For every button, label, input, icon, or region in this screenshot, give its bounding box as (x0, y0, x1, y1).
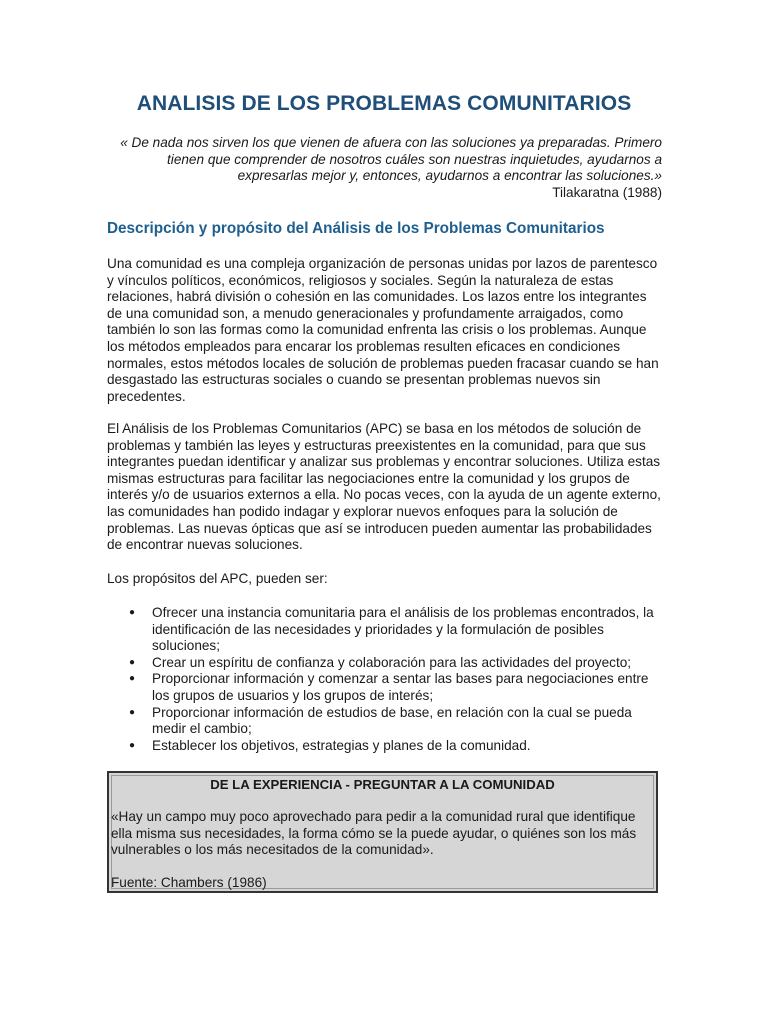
paragraph-purposes-intro: Los propósitos del APC, pueden ser: (107, 571, 328, 586)
list-item-text: Ofrecer una instancia comunitaria para el análisis de los problemas encontrados, la identificación de las necesidades y prioridades y la formulación de posibles soluciones; (152, 605, 654, 654)
bullet-icon: ● (129, 673, 136, 685)
paragraph-apc: El Análisis de los Problemas Comunitarios (APC) se basa en los métodos de solución de problemas y también las leyes y estructuras preexistentes en la comunidad, para que sus integrantes puedan identificar y analizar sus problemas y encontrar soluciones. Utiliza estas mismas estructuras para facilitar las negociaciones entre la comunidad y los grupos de interés y/o de usuarios externos a ella. No pocas veces, con la ayuda de un agente externo, las comunidades han podido indagar y explorar nuevos enfoques para la solución de problemas. Las nuevas ópticas que así se introducen pueden aumentar las probabilidades de encontrar nuevas soluciones. (107, 421, 661, 553)
experience-box-source: Fuente: Chambers (1986) (111, 875, 267, 890)
section-title: Descripción y propósito del Análisis de los Problemas Comunitarios (107, 220, 605, 237)
bullet-icon: ● (129, 739, 136, 751)
epigraph-quote (107, 135, 662, 201)
epigraph-text: « De nada nos sirven los que vienen de afuera con las soluciones ya preparadas. Primero tienen que comprender de nosotros cuáles son nuestras inquietudes, ayudarnos a expresarlas mejor y, entonces, ayudarnos a encontrar las soluciones.» (120, 135, 662, 184)
list-item (107, 671, 663, 704)
list-item-text: Establecer los objetivos, estrategias y planes de la comunidad. (152, 737, 531, 753)
list-item (107, 605, 663, 655)
experience-box-title: DE LA EXPERIENCIA - PREGUNTAR A LA COMUNIDAD (210, 777, 555, 792)
purposes-list (107, 605, 663, 754)
bullet-icon: ● (129, 607, 136, 618)
epigraph-author: Tilakaratna (1988) (552, 184, 662, 200)
list-item (107, 705, 663, 738)
document-title: ANALISIS DE LOS PROBLEMAS COMUNITARIOS (136, 92, 632, 115)
experience-box-quote: «Hay un campo muy poco aprovechado para pedir a la comunidad rural que identifique ella misma sus necesidades, la forma cómo se la puede ayudar, o quiénes son los más vulnerables o los más necesitados de la comunidad». (111, 809, 637, 858)
list-item-text: Proporcionar información y comenzar a sentar las bases para negociaciones entre los grupos de usuarios y los grupos de interés; (152, 671, 649, 703)
list-item (107, 738, 663, 755)
list-item-text: Proporcionar información de estudios de base, en relación con la cual se pueda medir el cambio; (152, 704, 632, 737)
experience-box (107, 771, 658, 893)
bullet-icon: ● (129, 706, 136, 718)
bullet-icon: ● (129, 656, 136, 668)
list-item (107, 655, 663, 672)
list-item-text: Crear un espíritu de confianza y colaboración para las actividades del proyecto; (152, 654, 632, 670)
paragraph-community: Una comunidad es una compleja organización de personas unidas por lazos de parentesco y vínculos políticos, económicos, religiosos y sociales. Según la naturaleza de estas relaciones, habrá división o cohesión en las comunidades. Los lazos entre los integrantes de una comunidad son, a menudo generacionales y profundamente arraigados, como también lo son las formas como la comunidad enfrenta las crisis o los problemas. Aunque los métodos empleados para encarar los problemas resulten eficaces en condiciones normales, estos métodos locales de solución de problemas pueden fracasar cuando se han desgastado las estructuras sociales o cuando se presentan problemas nuevos sin precedentes. (107, 256, 659, 404)
